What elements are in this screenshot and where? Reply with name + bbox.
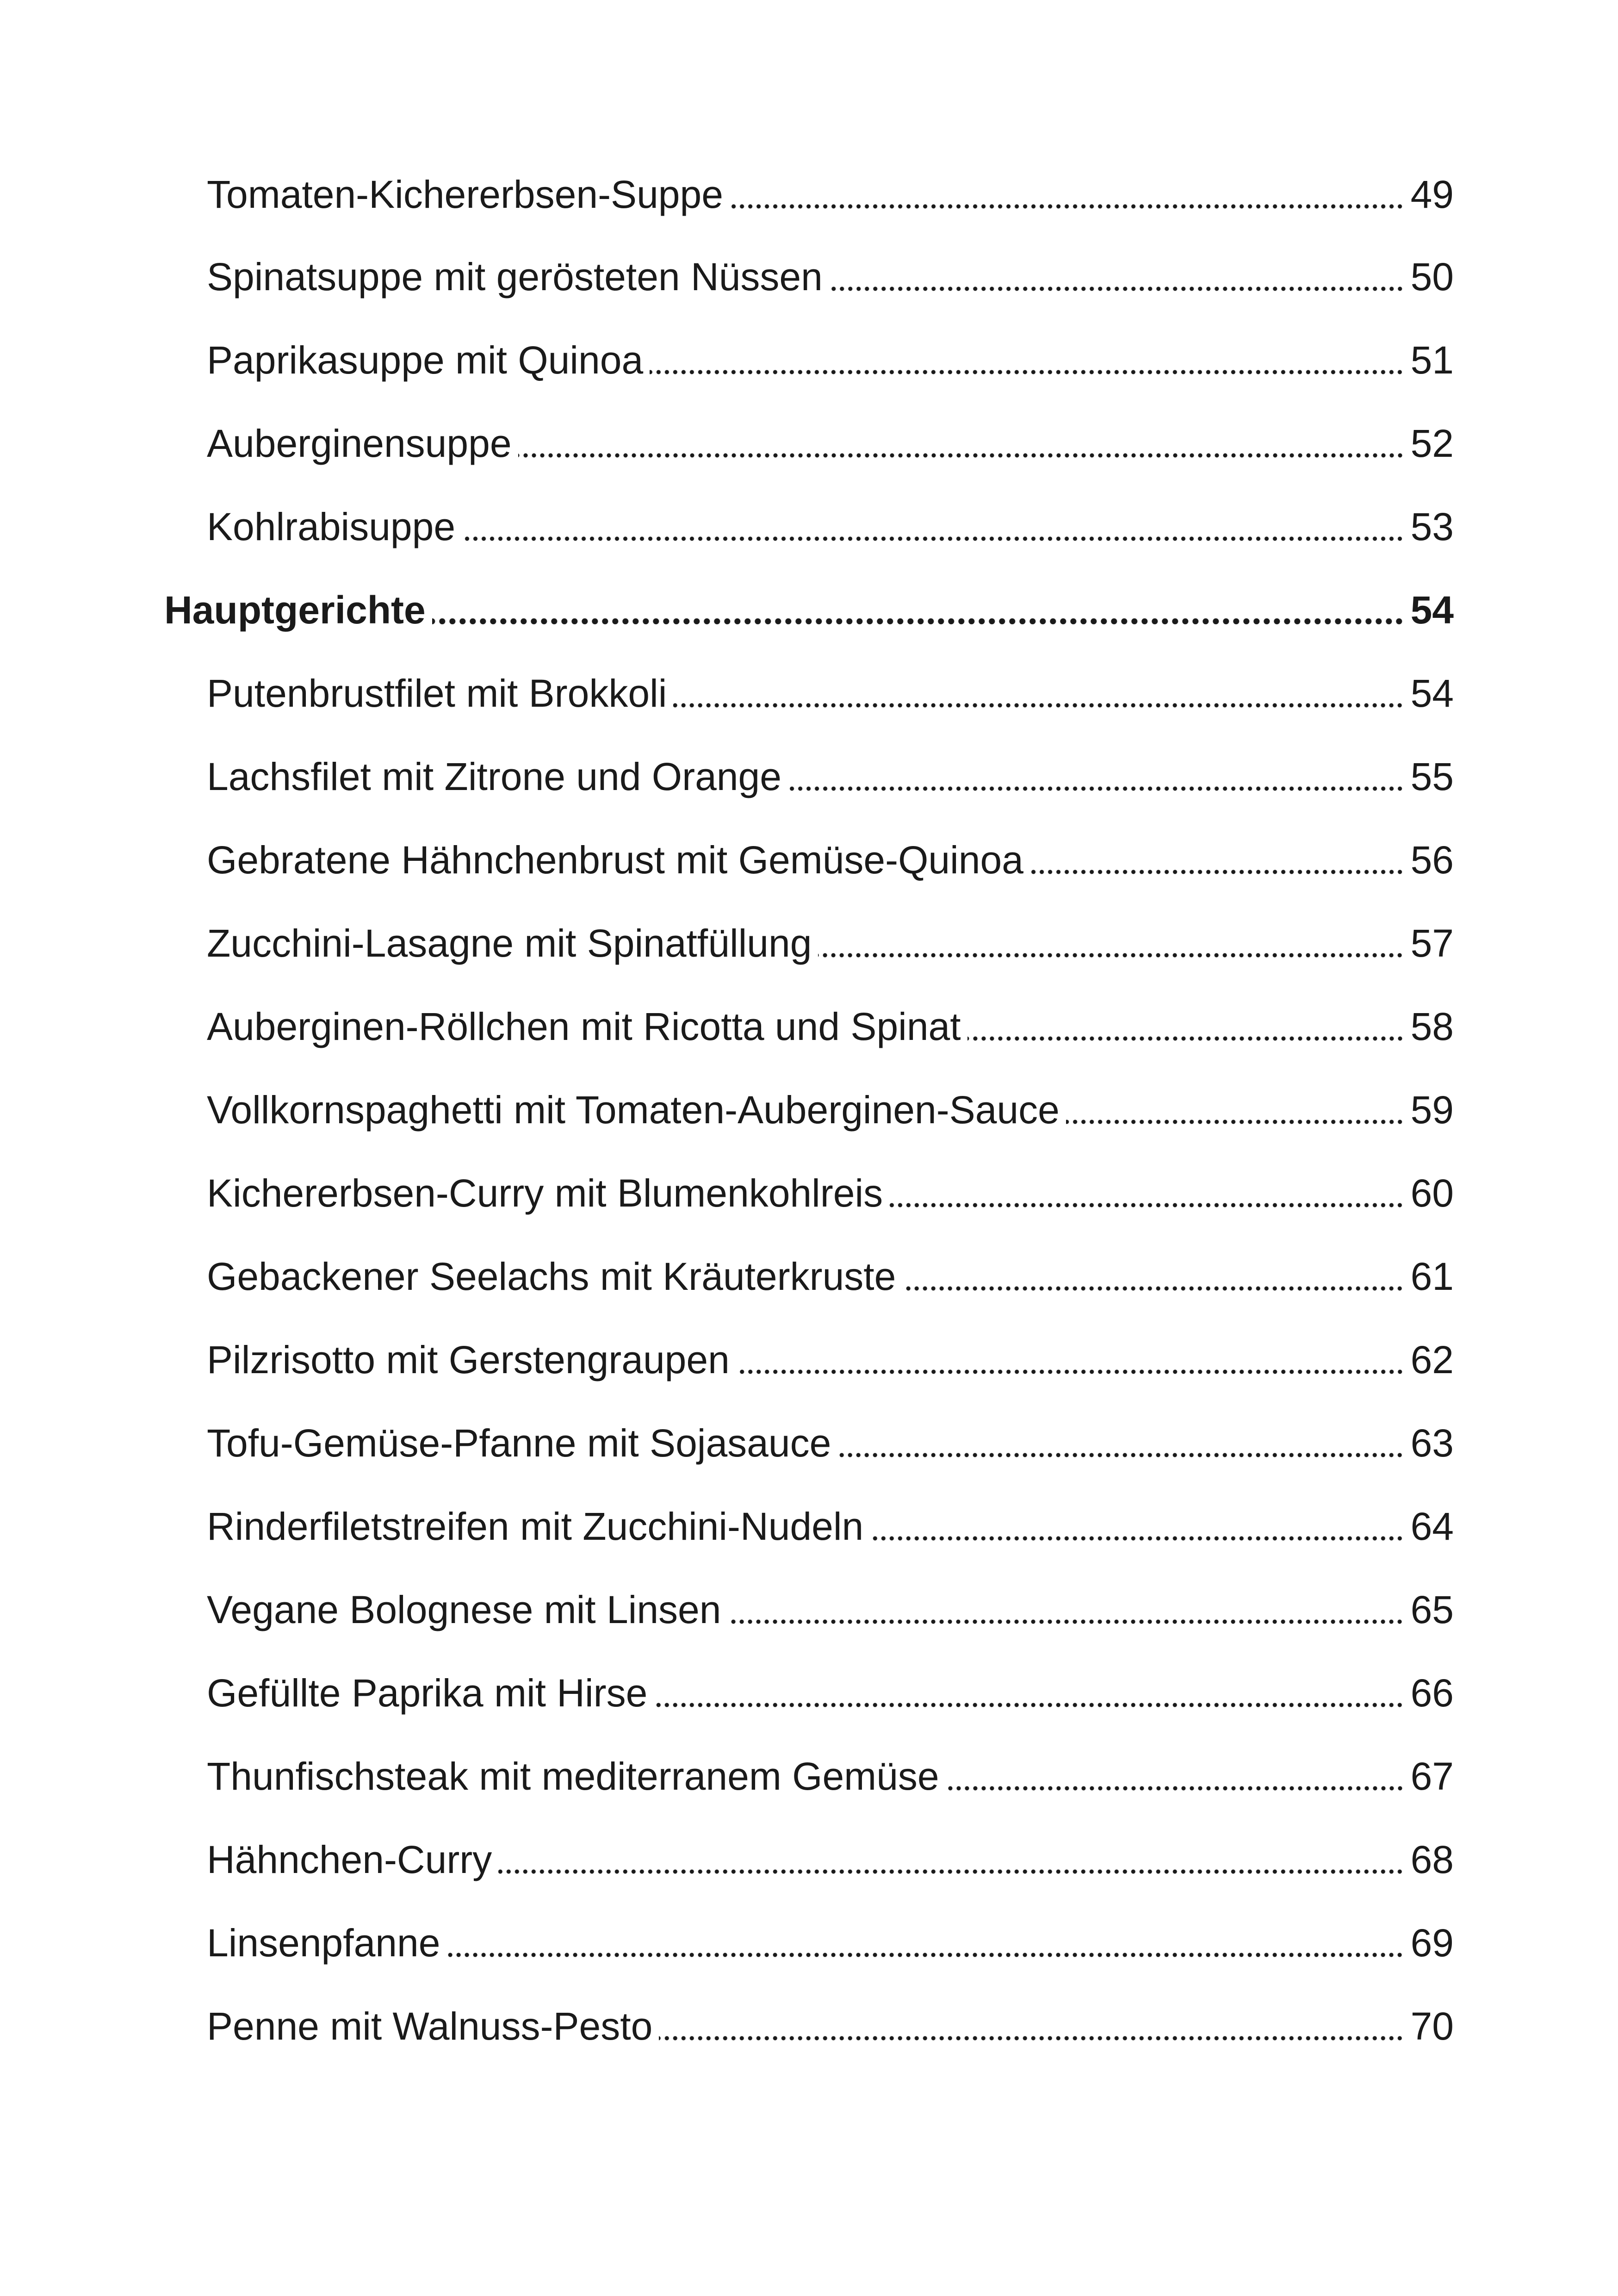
dot-leader xyxy=(518,413,1404,473)
dot-leader xyxy=(730,164,1404,224)
dot-leader xyxy=(818,913,1404,973)
toc-entry-title: Zucchini-Lasagne mit Spinatfüllung xyxy=(207,921,812,965)
toc-entry-page: 57 xyxy=(1410,921,1454,965)
dot-leader xyxy=(727,1580,1404,1640)
toc-entry-title: Lachsfilet mit Zitrone und Orange xyxy=(207,755,781,798)
toc-entry-page: 69 xyxy=(1410,1921,1454,1965)
toc-entry-title: Putenbrustfilet mit Brokkoli xyxy=(207,672,667,715)
toc-entry[interactable] xyxy=(207,1913,1454,1973)
toc-entry[interactable] xyxy=(207,1996,1454,2056)
toc-entry-title: Tofu-Gemüse-Pfanne mit Sojasauce xyxy=(207,1421,831,1465)
toc-entry-title: Hähnchen-Curry xyxy=(207,1838,492,1881)
toc-entry[interactable] xyxy=(207,1246,1454,1307)
dot-leader xyxy=(673,663,1404,723)
dot-leader xyxy=(654,1663,1404,1723)
dot-leader xyxy=(829,247,1404,307)
toc-entry-page: 63 xyxy=(1410,1421,1454,1465)
toc-entry-title: Auberginen-Röllchen mit Ricotta und Spinat xyxy=(207,1005,961,1048)
dot-leader xyxy=(498,1829,1404,1890)
toc-entry-page: 50 xyxy=(1410,255,1454,299)
dot-leader xyxy=(446,1913,1404,1973)
toc-chapter-page: 54 xyxy=(1410,588,1454,632)
toc-entry-title: Gebackener Seelachs mit Kräuterkruste xyxy=(207,1255,896,1298)
dot-leader xyxy=(946,1746,1404,1806)
toc-entry-title: Gefüllte Paprika mit Hirse xyxy=(207,1671,648,1715)
dot-leader xyxy=(1066,1080,1404,1140)
toc-entry[interactable] xyxy=(207,1829,1454,1890)
toc-entry-page: 58 xyxy=(1410,1005,1454,1048)
toc-entry[interactable] xyxy=(207,247,1454,307)
toc-entry-title: Vollkornspaghetti mit Tomaten-Auberginen-Sauce xyxy=(207,1088,1060,1132)
toc-entry[interactable] xyxy=(207,1663,1454,1723)
toc-entry-title: Spinatsuppe mit gerösteten Nüssen xyxy=(207,255,823,299)
dot-leader xyxy=(650,330,1404,390)
toc-entry-page: 56 xyxy=(1410,838,1454,882)
toc-entry-title: Auberginensuppe xyxy=(207,422,512,465)
dot-leader xyxy=(462,497,1404,557)
toc-entry[interactable] xyxy=(207,1330,1454,1390)
toc-entry-page: 70 xyxy=(1410,2004,1454,2048)
toc-entry-page: 64 xyxy=(1410,1505,1454,1548)
dot-leader xyxy=(432,580,1404,640)
dot-leader xyxy=(788,747,1404,807)
toc-entry-page: 62 xyxy=(1410,1338,1454,1381)
toc-entry[interactable] xyxy=(207,663,1454,723)
toc-entry-title: Linsenpfanne xyxy=(207,1921,440,1965)
dot-leader xyxy=(1030,830,1404,890)
dot-leader xyxy=(736,1330,1404,1390)
toc-entry-page: 66 xyxy=(1410,1671,1454,1715)
toc-entry[interactable] xyxy=(207,164,1454,224)
toc-entry[interactable] xyxy=(207,1580,1454,1640)
dot-leader xyxy=(870,1496,1404,1556)
toc-entry-page: 65 xyxy=(1410,1588,1454,1631)
toc-entry-title: Kohlrabisuppe xyxy=(207,505,456,548)
toc-entry-title: Penne mit Walnuss-Pesto xyxy=(207,2004,653,2048)
toc-entry-page: 60 xyxy=(1410,1171,1454,1215)
toc-entry-title: Vegane Bolognese mit Linsen xyxy=(207,1588,721,1631)
toc-entry-title: Rinderfiletstreifen mit Zucchini-Nudeln xyxy=(207,1505,864,1548)
toc-entry[interactable] xyxy=(207,1496,1454,1556)
toc-entry-title: Tomaten-Kichererbsen-Suppe xyxy=(207,173,723,216)
toc-entry[interactable] xyxy=(207,497,1454,557)
toc-entry[interactable] xyxy=(207,413,1454,473)
toc-entry-page: 61 xyxy=(1410,1255,1454,1298)
toc-entry[interactable] xyxy=(207,747,1454,807)
toc-chapter-title: Hauptgerichte xyxy=(164,588,426,632)
toc-entry-page: 52 xyxy=(1410,422,1454,465)
toc-entry-page: 55 xyxy=(1410,755,1454,798)
toc-entry[interactable] xyxy=(207,1163,1454,1223)
dot-leader xyxy=(659,1996,1404,2056)
dot-leader xyxy=(967,996,1404,1057)
toc-entry-page: 49 xyxy=(1410,173,1454,216)
toc-entry[interactable] xyxy=(207,330,1454,390)
toc-entry-page: 59 xyxy=(1410,1088,1454,1132)
toc-entry[interactable] xyxy=(207,1413,1454,1473)
toc-entry-page: 68 xyxy=(1410,1838,1454,1881)
toc-entry-page: 54 xyxy=(1410,672,1454,715)
toc-entry[interactable] xyxy=(207,1080,1454,1140)
toc-entry-title: Gebratene Hähnchenbrust mit Gemüse-Quinoa xyxy=(207,838,1023,882)
toc-entry-title: Kichererbsen-Curry mit Blumenkohlreis xyxy=(207,1171,883,1215)
toc-entry-title: Paprikasuppe mit Quinoa xyxy=(207,338,644,382)
toc-entry-page: 67 xyxy=(1410,1755,1454,1798)
toc-entry-title: Pilzrisotto mit Gerstengraupen xyxy=(207,1338,730,1381)
dot-leader xyxy=(889,1163,1404,1223)
toc-entry-title: Thunfischsteak mit mediterranem Gemüse xyxy=(207,1755,939,1798)
toc-entry[interactable] xyxy=(207,913,1454,973)
toc-entry-page: 51 xyxy=(1410,338,1454,382)
dot-leader xyxy=(837,1413,1404,1473)
toc-entry-page: 53 xyxy=(1410,505,1454,548)
toc-entry[interactable] xyxy=(207,1746,1454,1806)
toc-entry[interactable] xyxy=(207,830,1454,890)
toc-entry[interactable] xyxy=(207,996,1454,1057)
toc-chapter-entry[interactable] xyxy=(164,580,1454,640)
dot-leader xyxy=(902,1246,1404,1307)
